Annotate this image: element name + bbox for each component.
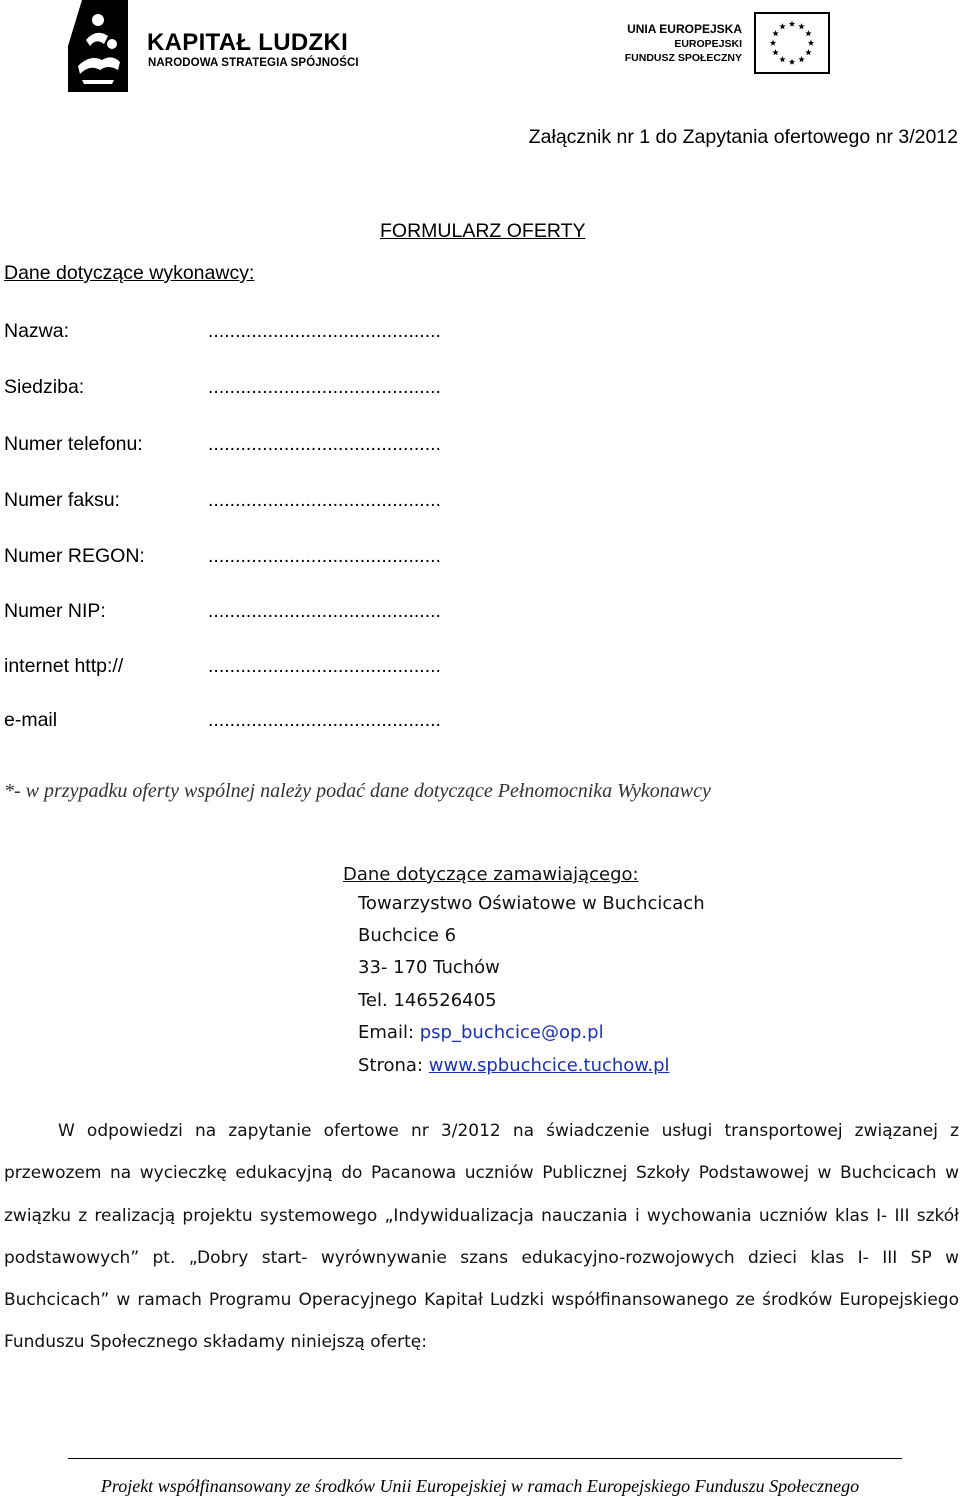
joint-offer-note: *- w przypadku oferty wspólnej należy podać dane dotyczące Pełnomocnika Wykonawcy: [4, 780, 711, 802]
field-value-siedziba[interactable]: ...........................................: [208, 376, 441, 398]
eu-line-1: UNIA EUROPEJSKA: [627, 22, 742, 36]
client-email-row: [358, 1022, 604, 1043]
kapital-ludzki-mark-icon: [68, 0, 128, 92]
field-label-siedziba: Siedziba:: [4, 376, 85, 398]
field-label-email: e-mail: [4, 709, 58, 731]
field-label-nazwa: Nazwa:: [4, 320, 70, 342]
field-value-internet[interactable]: ...........................................: [208, 655, 441, 677]
client-address-1: Buchcice 6: [358, 925, 457, 946]
field-label-faks: Numer faksu:: [4, 489, 120, 511]
field-value-regon[interactable]: ...........................................: [208, 545, 441, 567]
contractor-heading: Dane dotyczące wykonawcy:: [4, 262, 255, 284]
eu-line-2: EUROPEJSKI: [674, 38, 742, 50]
client-name: Towarzystwo Oświatowe w Buchcicach: [358, 893, 705, 914]
form-title: FORMULARZ OFERTY: [380, 220, 586, 242]
eu-line-3: FUNDUSZ SPOŁECZNY: [624, 52, 742, 64]
eu-logo: [624, 12, 830, 76]
client-email-label: Email:: [358, 1022, 415, 1043]
field-value-nip[interactable]: ...........................................: [208, 600, 441, 622]
eu-flag-icon: [754, 12, 830, 74]
client-address-2: 33- 170 Tuchów: [358, 957, 500, 978]
field-value-faks[interactable]: ...........................................: [208, 489, 441, 511]
client-site-row: [358, 1055, 670, 1076]
offer-paragraph-text: W odpowiedzi na zapytanie ofertowe nr 3/2012 na świadczenie usługi transportowej związanej z przewozem na wycieczkę edukacyjną do Pacanowa uczniów Publicznej Szkoły Podstawowej w Buchcicach w związku z realizacją projektu systemowego „Indywidualizacja nauczania i wychowania uczniów klas I- III szkół podstawowych” pt. „Dobry start- wyrównywanie szans edukacyjno-rozwojowych dzieci klas I- III SP w Buchcicach” w ramach Programu Operacyjnego Kapitał Ludzki współfinansowanego ze środków Europejskiego Funduszu Społecznego składamy niniejszą ofertę:: [4, 1121, 959, 1353]
client-phone: Tel. 146526405: [358, 990, 497, 1011]
field-value-telefon[interactable]: ...........................................: [208, 433, 441, 455]
field-label-internet: internet http://: [4, 655, 124, 677]
field-label-regon: Numer REGON:: [4, 545, 145, 567]
client-heading: Dane dotyczące zamawiającego:: [343, 864, 639, 885]
field-label-nip: Numer NIP:: [4, 600, 106, 622]
field-label-telefon: Numer telefonu:: [4, 433, 143, 455]
field-value-nazwa[interactable]: ...........................................: [208, 320, 441, 342]
footer-text: Projekt współfinansowany ze środków Unii Europejskiej w ramach Europejskiego Funduszu Społecznego: [100, 1476, 860, 1496]
footer-divider: [68, 1458, 902, 1459]
annex-title: Załącznik nr 1 do Zapytania ofertowego nr 3/2012: [528, 126, 958, 148]
client-email-link[interactable]: psp_buchcice@op.pl: [419, 1022, 604, 1043]
client-site-link[interactable]: www.spbuchcice.tuchow.pl: [428, 1055, 670, 1076]
kapital-ludzki-logo: [68, 0, 358, 92]
field-value-email[interactable]: ...........................................: [208, 709, 441, 731]
kapital-ludzki-title: KAPITAŁ LUDZKI: [147, 29, 349, 56]
kapital-ludzki-subtitle: NARODOWA STRATEGIA SPÓJNOŚCI: [148, 57, 359, 69]
client-site-label: Strona:: [358, 1055, 424, 1076]
offer-paragraph: [4, 1110, 959, 1364]
